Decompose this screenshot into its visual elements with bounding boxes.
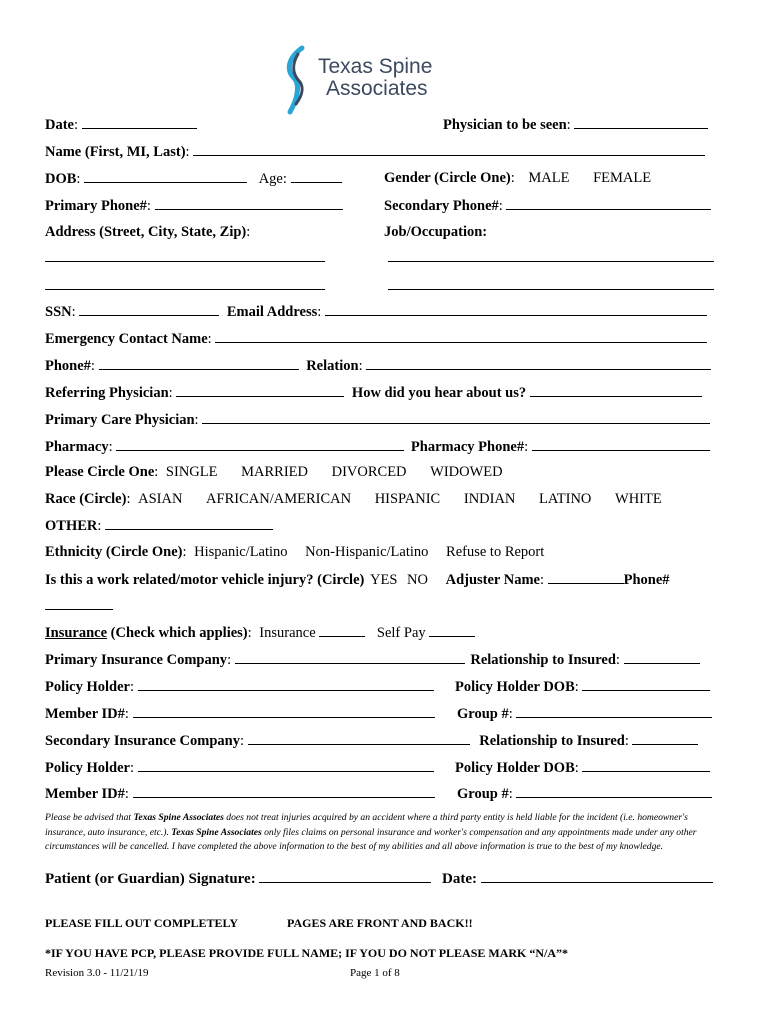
primary-phone-label: Primary Phone# <box>45 198 147 214</box>
race-african-american[interactable]: AFRICAN/AMERICAN <box>206 491 352 507</box>
policy-holder-label-2: Policy Holder <box>45 760 130 776</box>
primary-insurance-field[interactable] <box>235 650 465 664</box>
disclaimer-text <box>45 811 727 855</box>
policy-dob-label-1: Policy Holder DOB <box>455 679 575 695</box>
group-row-1: Group #: <box>457 704 712 723</box>
gender-female-option[interactable]: FEMALE <box>593 170 652 186</box>
policy-holder-field-2[interactable] <box>138 758 434 772</box>
texas-spine-logo <box>280 44 460 116</box>
email-field[interactable] <box>325 302 707 316</box>
signature-label: Patient (or Guardian) Signature: <box>45 871 256 887</box>
primary-phone-row: Primary Phone#: <box>45 196 343 215</box>
disclaimer-brand-2: Texas Spine Associates <box>171 826 262 838</box>
other-label: OTHER <box>45 518 98 534</box>
policy-holder-label-1: Policy Holder <box>45 679 130 695</box>
primary-insurance-row: Primary Insurance Company: Relationship to Insured: <box>45 650 700 669</box>
ssn-label: SSN <box>45 304 72 320</box>
ethnicity-hispanic[interactable]: Hispanic/Latino <box>194 544 288 560</box>
policy-dob-field-2[interactable] <box>582 758 710 772</box>
dob-row: DOB: Age: <box>45 169 342 188</box>
date-row: Date: <box>45 115 197 134</box>
name-field[interactable] <box>193 142 705 156</box>
secondary-insurance-field[interactable] <box>248 731 470 745</box>
injury-no[interactable]: NO <box>407 572 428 588</box>
phone-relation-row: Phone#: Relation: <box>45 356 711 375</box>
primary-phone-field[interactable] <box>155 196 343 210</box>
secondary-phone-field[interactable] <box>506 196 711 210</box>
age-field[interactable] <box>291 169 342 183</box>
fill-out-note: PLEASE FILL OUT COMPLETELY <box>45 916 239 930</box>
hear-field[interactable] <box>530 383 702 397</box>
logo-line-1: Texas Spine <box>318 55 433 78</box>
insurance-row: Insurance (Check which applies): Insurance Self Pay <box>45 623 475 642</box>
policy-dob-field-1[interactable] <box>582 677 710 691</box>
insurance-check-label: (Check which applies) <box>110 625 248 641</box>
relationship-field-1[interactable] <box>624 650 700 664</box>
ssn-email-row: SSN: Email Address: <box>45 302 707 321</box>
address-label: Address (Street, City, State, Zip) <box>45 224 247 240</box>
race-row: Race (Circle): ASIAN AFRICAN/AMERICAN HISPANIC INDIAN LATINO WHITE <box>45 491 662 507</box>
member-id-label-1: Member ID# <box>45 706 125 722</box>
spine-logo-icon <box>280 44 314 116</box>
relationship-label-2: Relationship to Insured <box>479 733 625 749</box>
ethnicity-row: Ethnicity (Circle One): Hispanic/Latino Non-Hispanic/Latino Refuse to Report <box>45 544 545 560</box>
race-hispanic[interactable]: HISPANIC <box>374 491 441 507</box>
name-row: Name (First, MI, Last): <box>45 142 705 161</box>
insurance-heading: Insurance <box>45 625 108 641</box>
name-label: Name (First, MI, Last) <box>45 144 186 160</box>
gender-label: Gender (Circle One) <box>384 170 511 186</box>
member-id-row-2: Member ID#: <box>45 784 435 803</box>
job-line-2[interactable] <box>388 276 714 290</box>
self-pay-label: Self Pay <box>376 625 426 641</box>
physician-row: Physician to be seen: <box>443 115 708 134</box>
race-white[interactable]: WHITE <box>615 491 662 507</box>
other-field[interactable] <box>105 516 273 530</box>
ssn-field[interactable] <box>79 302 219 316</box>
signature-field[interactable] <box>259 869 431 883</box>
disclaimer-part-3: only files claims on personal insurance and worker's compensation and any appointments made under any other circumstances will be cancelled. I have completed the above information to the best of my abilities and all above information is true to the best of my knowledge. <box>45 826 697 852</box>
emergency-label: Emergency Contact Name <box>45 331 208 347</box>
pcp-note: *IF YOU HAVE PCP, PLEASE PROVIDE FULL NAME; IF YOU DO NOT PLEASE MARK “N/A”* <box>45 946 569 960</box>
secondary-phone-label: Secondary Phone# <box>384 198 499 214</box>
signature-date-field[interactable] <box>481 869 713 883</box>
date-label: Date <box>45 117 74 133</box>
secondary-insurance-row: Secondary Insurance Company: Relationship to Insured: <box>45 731 698 750</box>
marital-single[interactable]: SINGLE <box>165 464 218 480</box>
signature-row <box>45 869 431 888</box>
policy-holder-row-1: Policy Holder: <box>45 677 434 696</box>
injury-row: Is this a work related/motor vehicle injury? (Circle) YES NO Adjuster Name: Phone# <box>45 572 670 588</box>
race-asian[interactable]: ASIAN <box>138 491 183 507</box>
marital-married[interactable]: MARRIED <box>241 464 308 480</box>
referring-label: Referring Physician <box>45 385 169 401</box>
referring-field[interactable] <box>176 383 344 397</box>
pharmacy-field[interactable] <box>116 437 404 451</box>
policy-dob-row-1: Policy Holder DOB: <box>455 677 710 696</box>
marital-row: Please Circle One: SINGLE MARRIED DIVORCED WIDOWED <box>45 464 503 480</box>
secondary-insurance-label: Secondary Insurance Company <box>45 733 240 749</box>
signature-date-row <box>442 869 713 888</box>
adjuster-phone-field[interactable] <box>45 596 113 610</box>
ethnicity-non-hispanic[interactable]: Non-Hispanic/Latino <box>305 544 429 560</box>
page-number: Page 1 of 8 <box>350 967 400 979</box>
phone-label: Phone# <box>45 358 91 374</box>
group-field-1[interactable] <box>516 704 712 718</box>
disclaimer-part-1: Please be advised that <box>45 812 134 823</box>
ethnicity-label: Ethnicity (Circle One) <box>45 544 183 560</box>
relationship-label-1: Relationship to Insured <box>470 652 616 668</box>
group-field-2[interactable] <box>516 784 712 798</box>
adjuster-field[interactable] <box>548 570 624 584</box>
member-id-label-2: Member ID# <box>45 786 125 802</box>
policy-dob-label-2: Policy Holder DOB <box>455 760 575 776</box>
date-field[interactable] <box>82 115 197 129</box>
relationship-field-2[interactable] <box>632 731 698 745</box>
injury-yes[interactable]: YES <box>369 572 398 588</box>
self-pay-checkbox[interactable] <box>429 623 475 637</box>
referring-row: Referring Physician: How did you hear about us? <box>45 383 702 402</box>
signature-date-label: Date: <box>442 871 477 887</box>
race-latino[interactable]: LATINO <box>539 491 592 507</box>
address-line-2[interactable] <box>45 276 325 290</box>
adjuster-label: Adjuster Name <box>445 572 540 588</box>
gender-row: Gender (Circle One): MALE FEMALE <box>384 170 652 186</box>
physician-field[interactable] <box>574 115 708 129</box>
primary-insurance-label: Primary Insurance Company <box>45 652 228 668</box>
group-label-2: Group # <box>457 786 509 802</box>
age-label: Age: <box>258 171 287 187</box>
dob-label: DOB <box>45 171 77 187</box>
email-label: Email Address <box>226 304 318 320</box>
pharmacy-phone-field[interactable] <box>532 437 710 451</box>
marital-divorced[interactable]: DIVORCED <box>331 464 407 480</box>
relation-field[interactable] <box>366 356 711 370</box>
adjuster-phone-label: Phone# <box>623 572 670 588</box>
policy-holder-row-2: Policy Holder: <box>45 758 434 777</box>
logo-line-2: Associates <box>326 77 428 100</box>
address-row: Address (Street, City, State, Zip): <box>45 224 251 240</box>
policy-dob-row-2: Policy Holder DOB: <box>455 758 710 777</box>
injury-label: Is this a work related/motor vehicle injury? (Circle) <box>45 572 365 588</box>
group-label-1: Group # <box>457 706 509 722</box>
member-id-field-2[interactable] <box>133 784 435 798</box>
emergency-field[interactable] <box>215 329 707 343</box>
relation-label: Relation <box>306 358 359 374</box>
pharmacy-label: Pharmacy <box>45 439 109 455</box>
hear-label: How did you hear about us? <box>351 385 527 401</box>
pharmacy-row: Pharmacy: Pharmacy Phone#: <box>45 437 710 456</box>
member-id-field-1[interactable] <box>133 704 435 718</box>
primary-care-field[interactable] <box>202 410 710 424</box>
race-label: Race (Circle) <box>45 491 127 507</box>
primary-care-label: Primary Care Physician <box>45 412 195 428</box>
other-row: OTHER: <box>45 516 273 535</box>
physician-label: Physician to be seen <box>443 117 567 133</box>
emergency-row: Emergency Contact Name: <box>45 329 707 348</box>
dob-field[interactable] <box>84 169 247 183</box>
pharmacy-phone-label: Pharmacy Phone# <box>410 439 525 455</box>
job-label: Job/Occupation: <box>384 224 488 240</box>
insurance-option-label: Insurance <box>259 625 316 641</box>
race-indian[interactable]: INDIAN <box>463 491 516 507</box>
secondary-phone-row: Secondary Phone#: <box>384 196 711 215</box>
job-line-1[interactable] <box>388 248 714 262</box>
revision-label: Revision 3.0 - 11/21/19 <box>45 967 149 979</box>
address-line-1[interactable] <box>45 248 325 262</box>
marital-widowed[interactable]: WIDOWED <box>430 464 503 480</box>
member-id-row-1: Member ID#: <box>45 704 435 723</box>
ethnicity-refuse[interactable]: Refuse to Report <box>446 544 545 560</box>
group-row-2: Group #: <box>457 784 712 803</box>
disclaimer-part-2: does not treat injuries acquired by an accident where a third party entity is held liable for the incident (i.e. homeowner's insurance, auto insurance, etc.). <box>45 812 688 838</box>
front-back-note: PAGES ARE FRONT AND BACK!! <box>287 916 473 930</box>
primary-care-row: Primary Care Physician: <box>45 410 710 429</box>
disclaimer-brand-1: Texas Spine Associates <box>133 812 224 823</box>
insurance-checkbox[interactable] <box>319 623 365 637</box>
marital-label: Please Circle One <box>45 464 155 480</box>
phone-field[interactable] <box>99 356 299 370</box>
policy-holder-field-1[interactable] <box>138 677 434 691</box>
gender-male-option[interactable]: MALE <box>528 170 570 186</box>
